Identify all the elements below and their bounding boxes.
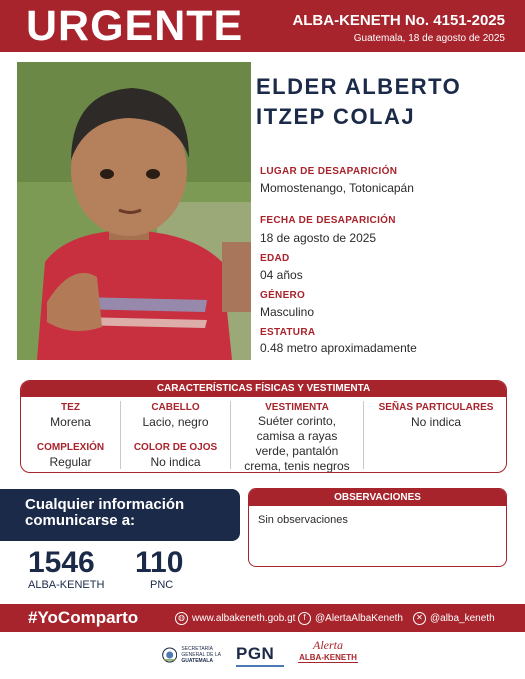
government-logo [162, 638, 232, 672]
alert-date: Guatemala, 18 de agosto de 2025 [353, 33, 505, 44]
age-label: EDAD [260, 253, 290, 264]
place-value: Momostenango, Totonicapán [260, 181, 414, 195]
phone-alba-keneth-label: ALBA-KENETH [28, 579, 105, 591]
characteristics-title: CARACTERÍSTICAS FÍSICAS Y VESTIMENTA [21, 381, 506, 397]
height-value: 0.48 metro aproximadamente [260, 341, 417, 355]
coat-of-arms-icon [162, 642, 177, 668]
marks-label: SEÑAS PARTICULARES [378, 402, 494, 413]
clothing-label: VESTIMENTA [265, 402, 329, 413]
contact-info-line1: Cualquier información [25, 496, 185, 513]
facebook-link[interactable] [298, 611, 403, 625]
header-bar [0, 0, 525, 52]
website-link[interactable] [175, 611, 295, 625]
height-label: ESTATURA [260, 327, 316, 338]
phone-pnc-label: PNC [150, 579, 174, 591]
phone-pnc[interactable]: 110 [135, 546, 184, 579]
facebook-icon: f [298, 612, 311, 625]
contact-info-banner [0, 489, 240, 541]
child-photo-illustration [17, 62, 251, 360]
observations-box [248, 488, 507, 567]
x-text: @alba_keneth [430, 612, 495, 624]
date-value: 18 de agosto de 2025 [260, 231, 377, 245]
clothing-line: verde, pantalón [255, 444, 339, 458]
tez-label: TEZ [61, 402, 80, 413]
eye-color-label: COLOR DE OJOS [133, 442, 218, 453]
pgn-text: PGN [236, 644, 275, 663]
missing-person-photo [17, 62, 251, 360]
gov-text-1: SECRETARÍA GENERAL DE LA [181, 646, 221, 658]
complexion-label: COMPLEXIÓN [36, 442, 105, 453]
alerta-alba-keneth-logo [298, 638, 358, 672]
globe-icon: ◍ [175, 612, 188, 625]
gender-label: GÉNERO [260, 290, 306, 301]
clothing-line: Suéter corinto, [257, 414, 337, 428]
gender-value: Masculino [260, 305, 315, 319]
pgn-logo [236, 638, 291, 672]
marks-value: No indica [410, 415, 462, 429]
complexion-value: Regular [49, 455, 92, 469]
alba-keneth-text: ALBA-KENETH [299, 653, 357, 662]
contact-info-text [25, 497, 225, 529]
phone-alba-keneth[interactable]: 1546 [28, 546, 95, 579]
alert-number: ALBA-KENETH No. 4151-2025 [292, 12, 505, 29]
person-name-line2: ITZEP COLAJ [256, 104, 416, 129]
hair-value: Lacio, negro [142, 415, 209, 429]
place-label: LUGAR DE DESAPARICIÓN [260, 166, 398, 177]
logos-row [0, 638, 525, 674]
tez-value: Morena [50, 415, 91, 429]
date-label: FECHA DE DESAPARICIÓN [260, 215, 396, 226]
observations-text: Sin observaciones [258, 514, 348, 526]
person-name-line1: ELDER ALBERTO [256, 74, 462, 99]
contact-info-line2: comunicarse a: [25, 512, 136, 529]
x-icon: ✕ [413, 612, 426, 625]
footer-bar [0, 604, 525, 632]
observations-title: OBSERVACIONES [249, 489, 506, 506]
government-logo-text [181, 646, 232, 664]
person-name [256, 72, 461, 132]
clothing-line: camisa a rayas [256, 429, 338, 443]
alerta-text: Alerta [313, 638, 343, 652]
clothing-line: crema, tenis negros [244, 459, 350, 473]
age-value: 04 años [260, 268, 303, 282]
hashtag: #YoComparto [28, 608, 139, 627]
hair-label: CABELLO [151, 402, 200, 413]
eye-color-value: No indica [150, 455, 201, 469]
x-link[interactable] [413, 611, 495, 625]
clothing-value [231, 414, 363, 473]
urgent-title: URGENTE [26, 2, 244, 50]
gov-text-2: GUATEMALA [181, 658, 213, 664]
characteristics-box [20, 380, 507, 473]
facebook-text: @AlertaAlbaKeneth [315, 612, 403, 624]
pgn-underline [236, 665, 284, 667]
website-text: www.albakeneth.gob.gt [192, 612, 296, 624]
